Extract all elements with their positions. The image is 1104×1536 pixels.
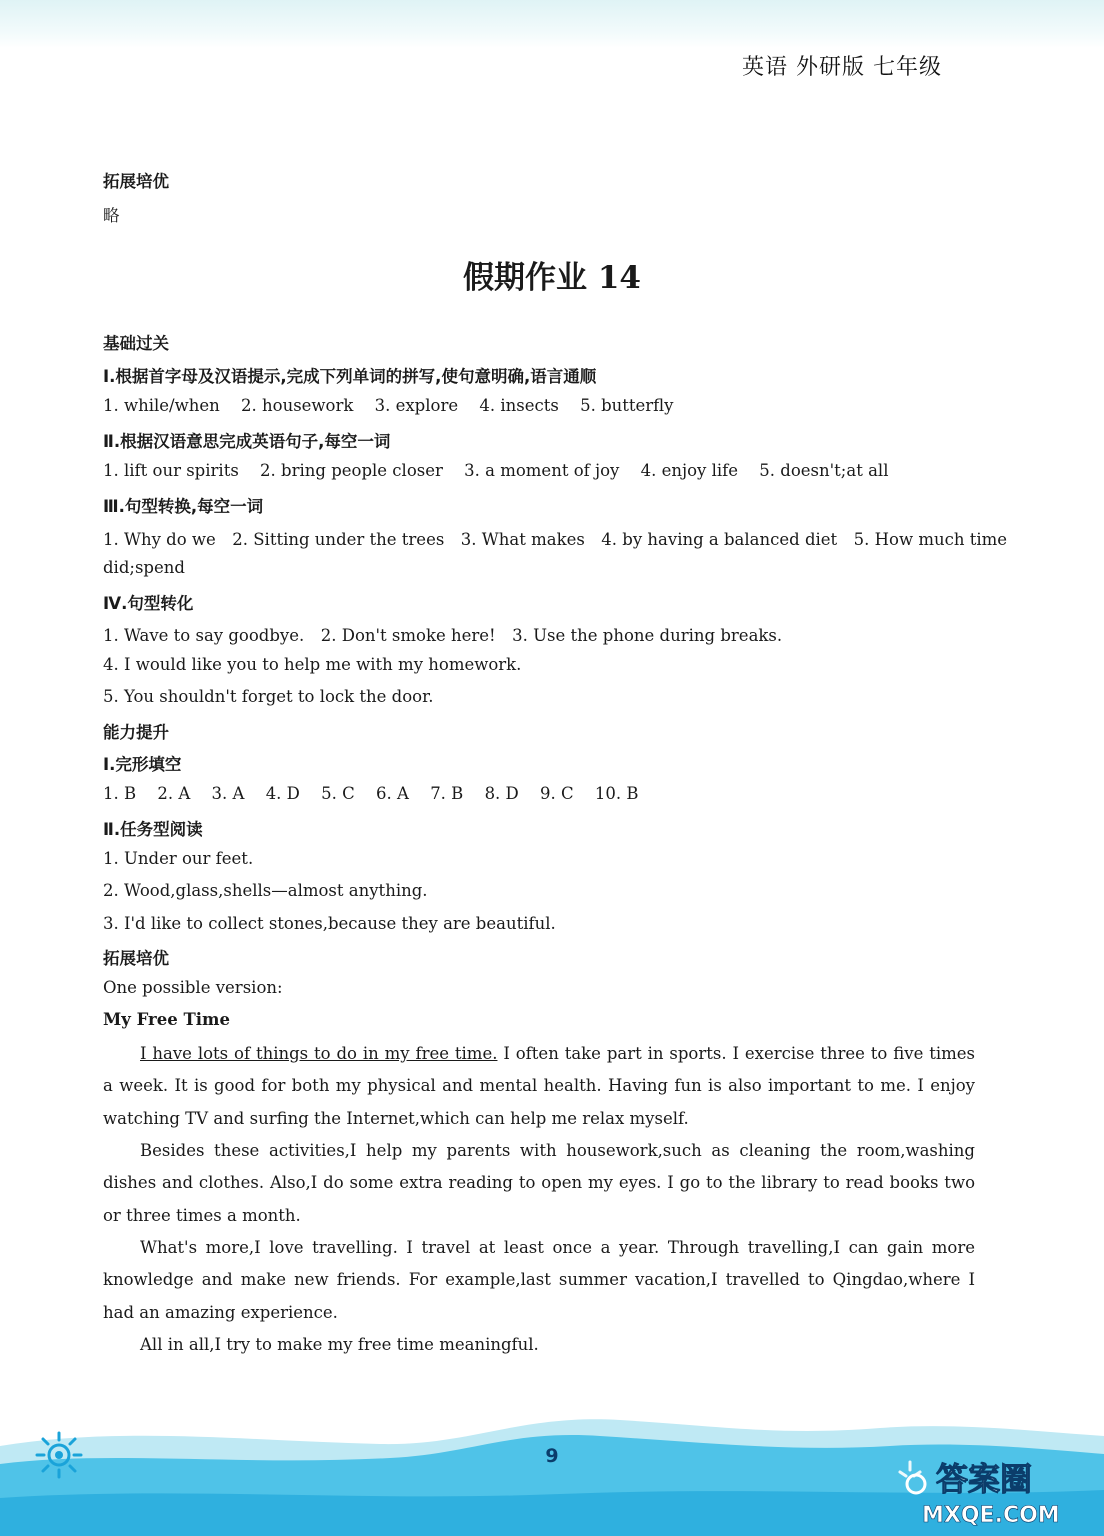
basic-part4-line2: 4. I would like you to help me with my homework. (103, 655, 522, 674)
essay-paragraph-3: What's more,I love travelling. I travel at least once a year. Through travelling,I can gain more knowledge and make new friends. For example,last summer vacation,I travelled to Qingdao,where I had an amazing experience. (103, 1238, 975, 1322)
basic-part1-answers (103, 396, 674, 415)
answer-item: 2. bring people closer (260, 461, 443, 480)
answer-item: 1. lift our spirits (103, 461, 239, 480)
basic-part4-heading: Ⅳ.句型转化 (103, 594, 194, 613)
answer-item: 7. B (430, 784, 464, 803)
ability-heading: 能力提升 (103, 723, 169, 742)
ability-part2-line2: 2. Wood,glass,shells—almost anything. (103, 881, 428, 900)
watermark-logo (896, 1452, 1086, 1528)
ability-part1-answers (103, 784, 639, 803)
basic-part2-answers (103, 461, 888, 480)
essay-title: My Free Time (103, 1010, 230, 1029)
watermark-text: 答案圈 (936, 1460, 1033, 1498)
ability-part2-heading: Ⅱ.任务型阅读 (103, 820, 203, 839)
answer-item: 5. butterfly (580, 396, 674, 415)
extension-heading: 拓展培优 (103, 949, 169, 968)
basic-part3-heading: Ⅲ.句型转换,每空一词 (103, 497, 264, 516)
answer-item: 1. B (103, 784, 137, 803)
watermark-url: MXQE.COM (922, 1503, 1060, 1528)
basic-heading: 基础过关 (103, 334, 169, 353)
basic-part3-line1: 1. Why do we 2. Sitting under the trees 3. What makes 4. by having a balanced diet 5. How much time (103, 530, 1008, 549)
essay-topic-sentence: I have lots of things to do in my free time. (140, 1044, 498, 1063)
basic-part1-heading: Ⅰ.根据首字母及汉语提示,完成下列单词的拼写,使句意明确,语言通顺 (103, 367, 597, 386)
answer-item: 2. housework (241, 396, 354, 415)
answer-item: 4. insects (479, 396, 559, 415)
basic-part4-line1: 1. Wave to say goodbye. 2. Don't smoke here! 3. Use the phone during breaks. (103, 626, 783, 645)
top-decorative-band (0, 0, 1104, 48)
answer-item: 5. doesn't;at all (759, 461, 889, 480)
answer-item: 5. C (321, 784, 355, 803)
answer-item: 3. a moment of joy (464, 461, 620, 480)
ability-part2-line1: 1. Under our feet. (103, 849, 254, 868)
essay-paragraph-4: All in all,I try to make my free time meaningful. (140, 1335, 539, 1354)
answer-item: 3. explore (374, 396, 459, 415)
answer-item: 2. A (157, 784, 191, 803)
answer-item: 4. D (265, 784, 300, 803)
prev-section-text: 略 (103, 206, 120, 225)
page-title: 假期作业 14 (463, 260, 641, 296)
header-subject-label: 英语 外研版 七年级 (742, 55, 942, 80)
essay-paragraph-1 (103, 1038, 975, 1135)
answer-item: 8. D (484, 784, 519, 803)
page-number: 9 (545, 1445, 559, 1467)
ability-part2-line3: 3. I'd like to collect stones,because they are beautiful. (103, 914, 556, 933)
answer-item: 6. A (376, 784, 409, 803)
basic-part4-line3: 5. You shouldn't forget to lock the door. (103, 687, 434, 706)
ability-part1-heading: Ⅰ.完形填空 (103, 755, 182, 774)
prev-section-heading: 拓展培优 (103, 172, 169, 191)
extension-intro: One possible version: (103, 978, 283, 997)
essay-paragraph-1-text: I often take part in sports. I exercise three to five times a week. It is good for both my physical and mental health. Having fun is also important to me. I enjoy watching TV and surfing the Internet,which can help me relax myself. (103, 1044, 976, 1128)
answer-item: 9. C (540, 784, 574, 803)
basic-part2-heading: Ⅱ.根据汉语意思完成英语句子,每空一词 (103, 432, 391, 451)
answer-item: 3. A (211, 784, 245, 803)
basic-part3-line2: did;spend (103, 558, 185, 577)
answer-item: 4. enjoy life (640, 461, 739, 480)
answer-item: 1. while/when (103, 396, 220, 415)
essay-paragraph-2: Besides these activities,I help my parents with housework,such as cleaning the room,washing dishes and clothes. Also,I do some extra reading to open my eyes. I go to the library to read books two or three times a month. (103, 1141, 975, 1225)
answer-item: 10. B (594, 784, 639, 803)
